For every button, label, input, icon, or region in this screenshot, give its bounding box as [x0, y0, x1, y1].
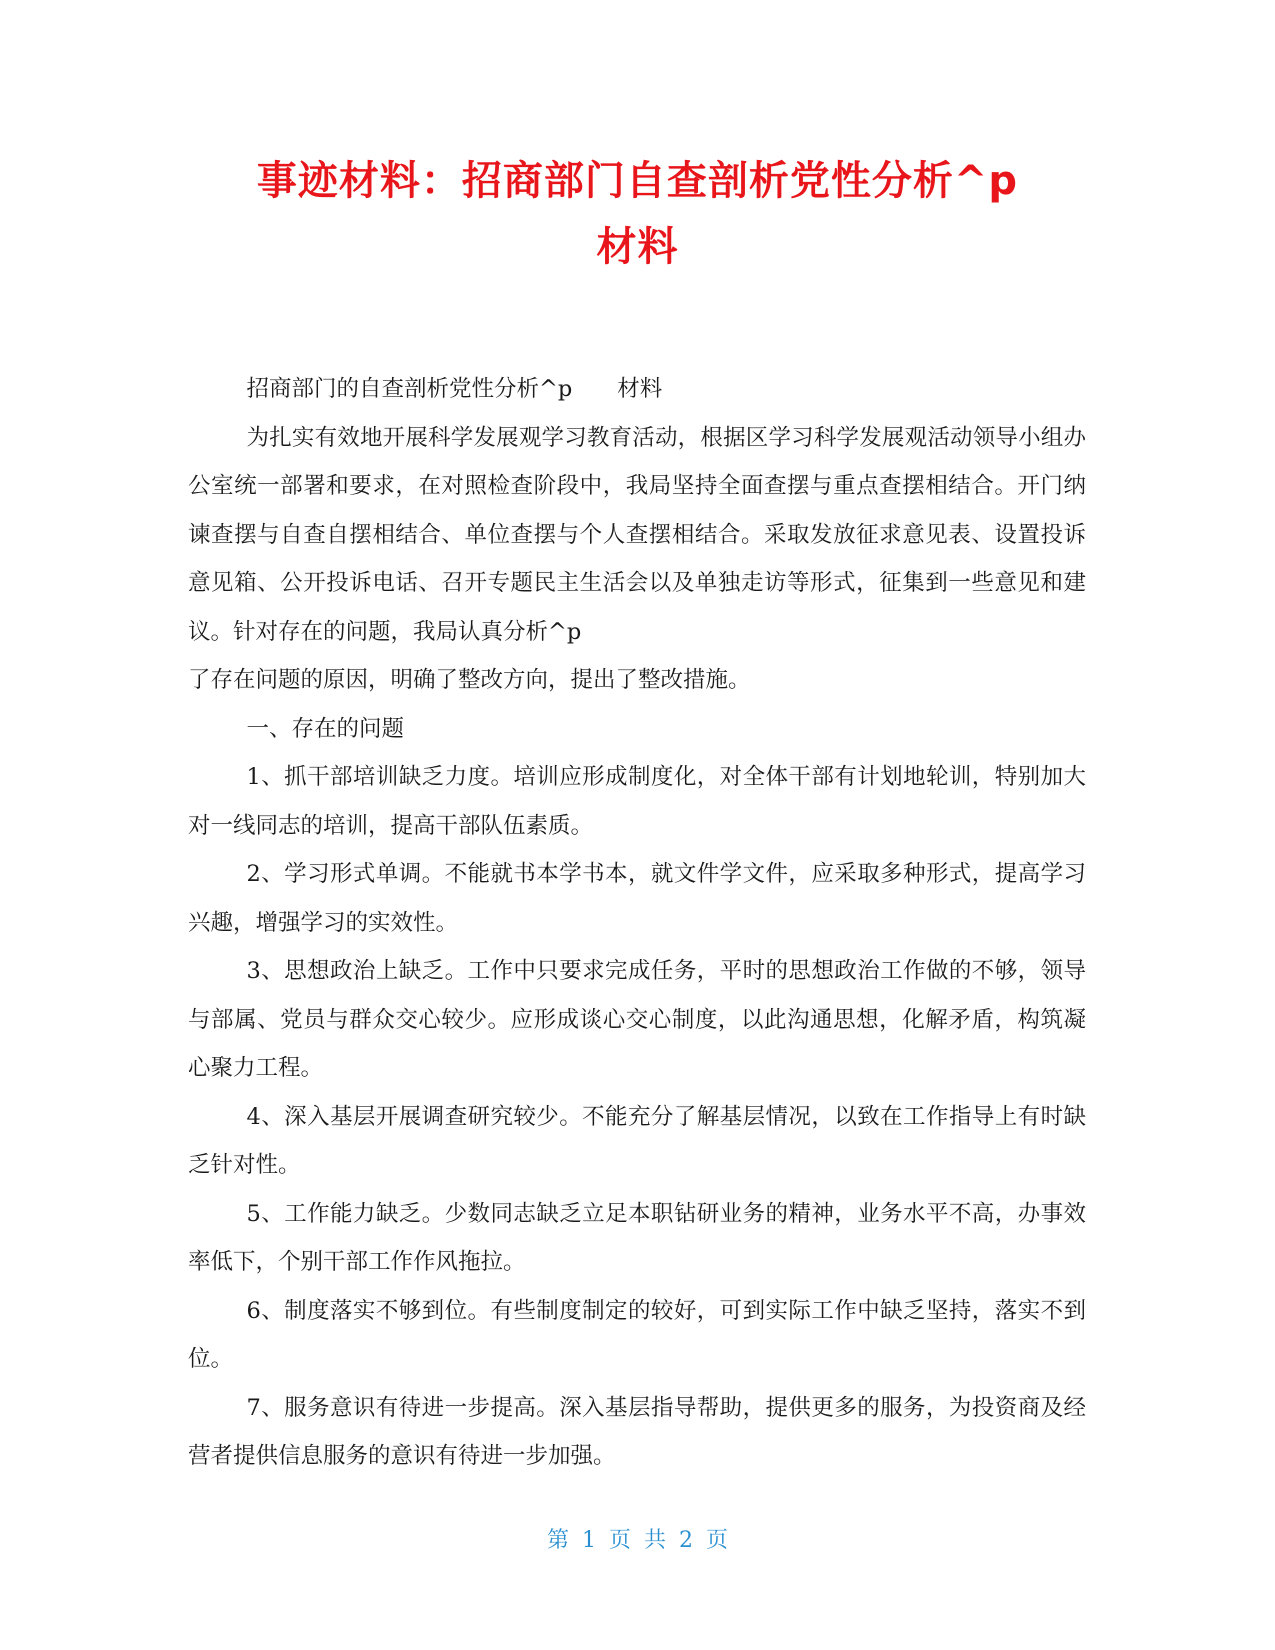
section-heading: 一、存在的问题 — [246, 715, 405, 742]
document-title — [150, 148, 1125, 280]
title-line-1: 事迹材料：招商部门自查剖析党性分析^p — [256, 158, 1019, 204]
list-item: 5、工作能力缺乏。少数同志缺乏立足本职钻研业务的精神，业务水平不高，办事效率低下，个别干部工作作风拖拉。 — [188, 1200, 1086, 1275]
page-number-footer: 第 1 页 共 2 页 — [547, 1528, 728, 1553]
document-body — [188, 365, 1086, 1481]
list-item: 3、思想政治上缺乏。工作中只要求完成任务，平时的思想政治工作做的不够，领导与部属、党员与群众交心较少。应形成谈心交心制度，以此沟通思想，化解矛盾，构筑凝心聚力工程。 — [188, 958, 1086, 1081]
list-item: 6、制度落实不够到位。有些制度制定的较好，可到实际工作中缺乏坚持，落实不到位。 — [188, 1297, 1086, 1372]
paragraph-intro: 为扎实有效地开展科学发展观学习教育活动，根据区学习科学发展观活动领导小组办公室统一部署和要求，在对照检查阶段中，我局坚持全面查摆与重点查摆相结合。开门纳谏查摆与自查自摆相结合、单位查摆与个人查摆相结合。采取发放征求意见表、设置投诉意见箱、公开投诉电话、召开专题民主生活会以及单独走访等形式，征集到一些意见和建议。针对存在的问题，我局认真分析^p — [188, 424, 1086, 645]
document-subtitle: 招商部门的自查剖析党性分析^p 材料 — [246, 376, 663, 402]
list-item: 4、深入基层开展调查研究较少。不能充分了解基层情况，以致在工作指导上有时缺乏针对性。 — [188, 1103, 1086, 1178]
title-line-2: 材料 — [596, 224, 679, 270]
paragraph-intro-continued: 了存在问题的原因，明确了整改方向，提出了整改措施。 — [188, 667, 751, 693]
list-item: 2、学习形式单调。不能就书本学书本，就文件学文件，应采取多种形式，提高学习兴趣，增强学习的实效性。 — [188, 861, 1086, 936]
list-item: 1、抓干部培训缺乏力度。培训应形成制度化，对全体干部有计划地轮训，特别加大对一线同志的培训，提高干部队伍素质。 — [188, 764, 1086, 839]
list-item: 7、服务意识有待进一步提高。深入基层指导帮助，提供更多的服务，为投资商及经营者提供信息服务的意识有待进一步加强。 — [188, 1394, 1086, 1469]
